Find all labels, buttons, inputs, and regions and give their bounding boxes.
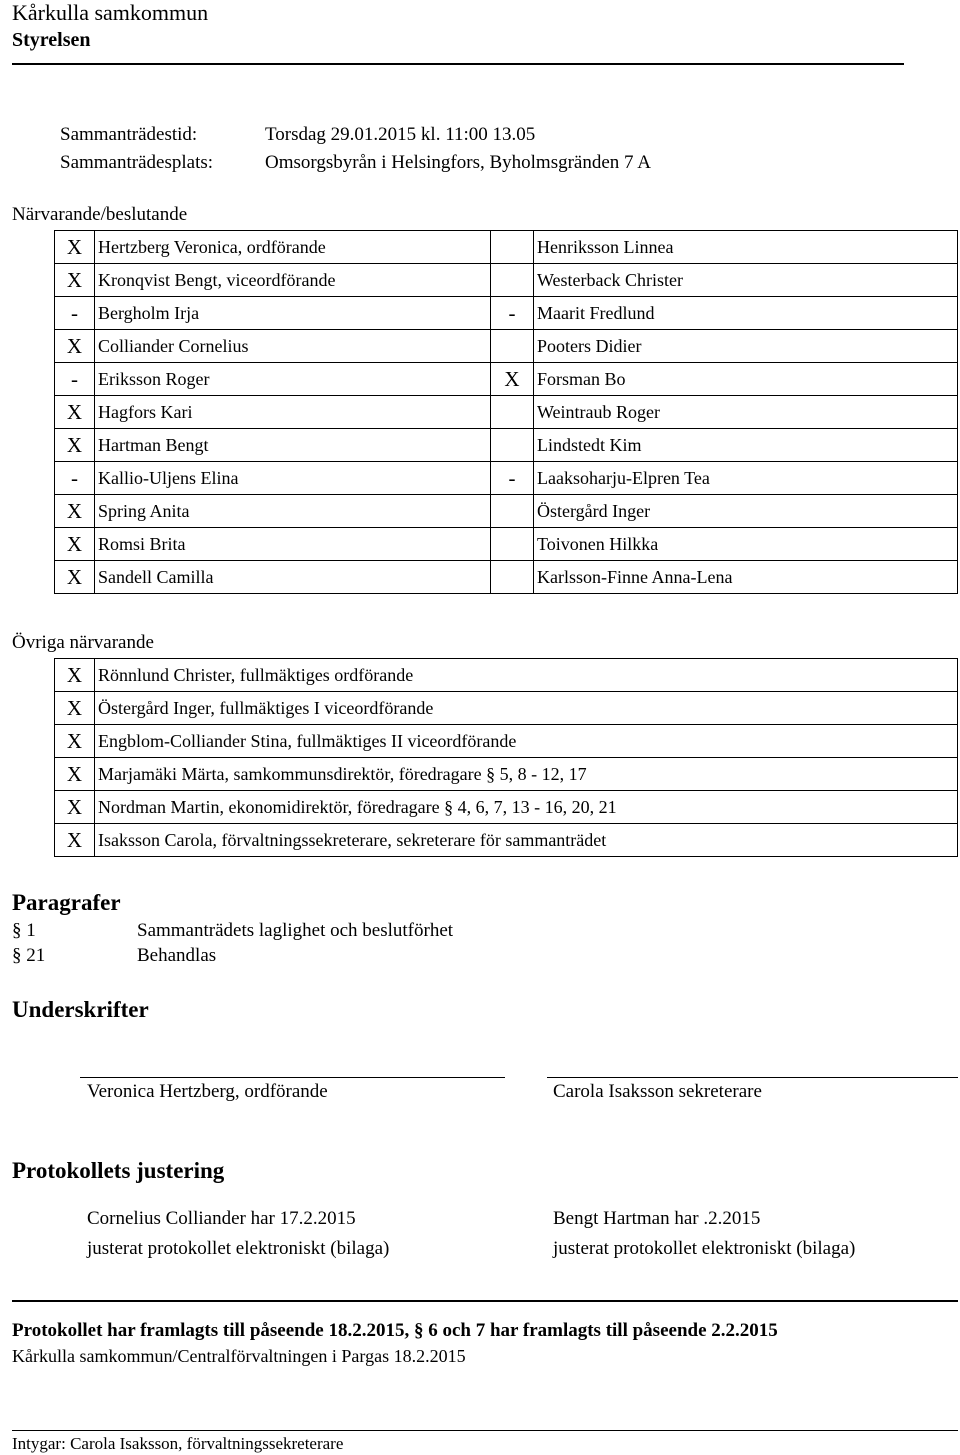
certificate-rule: [12, 1430, 958, 1431]
substitute-mark: [491, 528, 534, 561]
others-table: [54, 658, 958, 857]
public-notice-place: Kårkulla samkommun/Centralförvaltningen i Pargas 18.2.2015: [12, 1346, 466, 1366]
member-name: Eriksson Roger: [95, 363, 491, 396]
substitute-mark: [491, 330, 534, 363]
adjuster-left-line1: Cornelius Colliander har 17.2.2015: [87, 1208, 356, 1229]
member-name: Romsi Brita: [95, 528, 491, 561]
substitute-name: Toivonen Hilkka: [534, 528, 958, 561]
attendance-row: [55, 528, 958, 561]
substitute-name: Henriksson Linnea: [534, 231, 958, 264]
attendance-mark: X: [55, 231, 95, 264]
attendance-row: [55, 462, 958, 495]
paragraph-number: § 21: [12, 945, 46, 966]
header-rule: [12, 63, 904, 65]
public-notice-line: Protokollet har framlagts till påseende 18.2.2015, § 6 och 7 har framlagts till påseende 2.2.2015: [12, 1320, 778, 1341]
attendance-mark: X: [55, 264, 95, 297]
substitute-name: Forsman Bo: [534, 363, 958, 396]
attendance-mark: X: [55, 659, 95, 692]
attendance-mark: X: [55, 495, 95, 528]
adjuster-left-line2: justerat protokollet elektroniskt (bilaga): [87, 1238, 390, 1259]
other-attendee-name: Nordman Martin, ekonomidirektör, föredragare § 4, 6, 7, 13 - 16, 20, 21: [95, 791, 958, 824]
attendance-row: [55, 231, 958, 264]
meeting-place-value: Omsorgsbyrån i Helsingfors, Byholmsgränden 7 A: [265, 152, 651, 173]
attendance-mark: -: [55, 297, 95, 330]
signature-line-left: [80, 1077, 505, 1078]
substitute-name: Laaksoharju-Elpren Tea: [534, 462, 958, 495]
substitute-mark: -: [491, 297, 534, 330]
adjuster-right-line1: Bengt Hartman har .2.2015: [553, 1208, 761, 1229]
substitute-name: Maarit Fredlund: [534, 297, 958, 330]
attendance-heading: Närvarande/beslutande: [12, 204, 188, 225]
attendance-mark: X: [55, 528, 95, 561]
paragraph-title: Sammanträdets laglighet och beslutförhet: [137, 920, 454, 941]
other-attendee-row: [55, 659, 958, 692]
attendance-mark: X: [55, 758, 95, 791]
attendance-mark: X: [55, 561, 95, 594]
substitute-mark: X: [491, 363, 534, 396]
paragraph-title: Behandlas: [137, 945, 217, 966]
attendance-row: [55, 264, 958, 297]
substitute-mark: -: [491, 462, 534, 495]
member-name: Kronqvist Bengt, viceordförande: [95, 264, 491, 297]
signature-chairman: Veronica Hertzberg, ordförande: [87, 1081, 328, 1102]
paragraphs-heading: Paragrafer: [12, 890, 121, 915]
attendance-mark: X: [55, 725, 95, 758]
other-attendee-row: [55, 758, 958, 791]
substitute-mark: [491, 396, 534, 429]
other-attendee-row: [55, 692, 958, 725]
attendance-row: [55, 495, 958, 528]
attendance-mark: -: [55, 462, 95, 495]
substitute-mark: [491, 561, 534, 594]
member-name: Sandell Camilla: [95, 561, 491, 594]
substitute-name: Pooters Didier: [534, 330, 958, 363]
certificate-text: Intygar: Carola Isaksson, förvaltningssekreterare: [12, 1434, 344, 1453]
member-name: Colliander Cornelius: [95, 330, 491, 363]
attendance-row: [55, 330, 958, 363]
meeting-time-value: Torsdag 29.01.2015 kl. 11:00 13.05: [265, 124, 536, 145]
attendance-row: [55, 429, 958, 462]
substitute-name: Westerback Christer: [534, 264, 958, 297]
attendance-row: [55, 561, 958, 594]
substitute-name: Östergård Inger: [534, 495, 958, 528]
signature-line-right: [547, 1077, 958, 1078]
attendance-table: [54, 230, 958, 594]
attendance-mark: -: [55, 363, 95, 396]
others-heading: Övriga närvarande: [12, 632, 154, 653]
substitute-name: Weintraub Roger: [534, 396, 958, 429]
organization-name: Kårkulla samkommun: [12, 0, 209, 25]
signatures-heading: Underskrifter: [12, 997, 149, 1022]
substitute-mark: [491, 495, 534, 528]
substitute-mark: [491, 231, 534, 264]
signature-secretary: Carola Isaksson sekreterare: [553, 1081, 762, 1102]
member-name: Hertzberg Veronica, ordförande: [95, 231, 491, 264]
attendance-mark: X: [55, 791, 95, 824]
other-attendee-name: Östergård Inger, fullmäktiges I viceordförande: [95, 692, 958, 725]
notice-rule: [12, 1300, 958, 1302]
board-name: Styrelsen: [12, 29, 91, 51]
other-attendee-name: Rönnlund Christer, fullmäktiges ordförande: [95, 659, 958, 692]
attendance-mark: X: [55, 330, 95, 363]
member-name: Spring Anita: [95, 495, 491, 528]
member-name: Bergholm Irja: [95, 297, 491, 330]
other-attendee-name: Engblom-Colliander Stina, fullmäktiges II viceordförande: [95, 725, 958, 758]
member-name: Kallio-Uljens Elina: [95, 462, 491, 495]
substitute-mark: [491, 429, 534, 462]
attendance-mark: X: [55, 429, 95, 462]
other-attendee-row: [55, 791, 958, 824]
other-attendee-row: [55, 824, 958, 857]
attendance-row: [55, 297, 958, 330]
substitute-mark: [491, 264, 534, 297]
attendance-mark: X: [55, 692, 95, 725]
other-attendee-row: [55, 725, 958, 758]
attendance-mark: X: [55, 824, 95, 857]
attendance-row: [55, 396, 958, 429]
substitute-name: Karlsson-Finne Anna-Lena: [534, 561, 958, 594]
meeting-place-label: Sammanträdesplats:: [60, 152, 214, 173]
adjuster-right-line2: justerat protokollet elektroniskt (bilaga): [553, 1238, 856, 1259]
attendance-row: [55, 363, 958, 396]
paragraph-number: § 1: [12, 920, 36, 941]
member-name: Hartman Bengt: [95, 429, 491, 462]
member-name: Hagfors Kari: [95, 396, 491, 429]
meeting-time-label: Sammanträdestid:: [60, 124, 198, 145]
adjustment-heading: Protokollets justering: [12, 1158, 225, 1183]
other-attendee-name: Marjamäki Märta, samkommunsdirektör, föredragare § 5, 8 - 12, 17: [95, 758, 958, 791]
attendance-mark: X: [55, 396, 95, 429]
substitute-name: Lindstedt Kim: [534, 429, 958, 462]
other-attendee-name: Isaksson Carola, förvaltningssekreterare, sekreterare för sammanträdet: [95, 824, 958, 857]
